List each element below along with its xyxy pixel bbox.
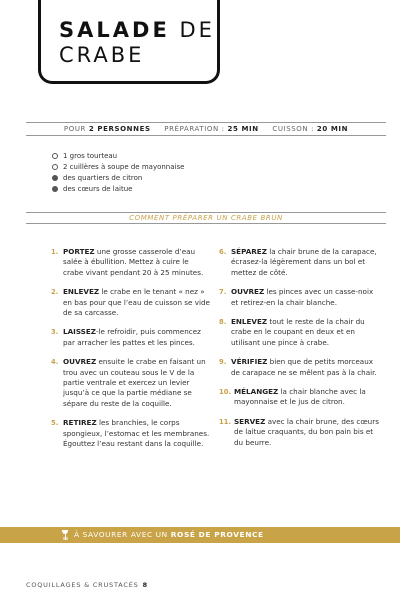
steps-column-right — [219, 247, 379, 448]
step-item: 10. MÉLANGEZ la chair blanche avec la mayonnaise et le jus de citron. — [219, 387, 366, 407]
wine-glass-icon — [62, 530, 68, 538]
step-item: 4. OUVREZ ensuite le crabe en faisant un trou avec un couteau sous le V de la partie ventrale et exercez un levier jusqu’à ce que la partie médiane se sépare du reste de la coquille. — [51, 357, 206, 408]
wine-name: ROSÉ DE PROVENCE — [170, 530, 264, 539]
recipe-meta-bar — [26, 122, 386, 136]
ingredient-item: 2 cuillères à soupe de mayonnaise — [52, 162, 184, 173]
solid-bullet-icon — [52, 175, 58, 181]
step-item: 7. OUVREZ les pinces avec un casse-noix et retirez-en la chair blanche. — [219, 287, 374, 307]
step-item: 8. ENLEVEZ tout le reste de la chair du crabe en le coupant en deux et en utilisant une pince à crabe. — [219, 317, 365, 347]
ingredient-item: des cœurs de laitue — [52, 184, 184, 195]
page-footer — [26, 581, 148, 589]
hollow-bullet-icon — [52, 164, 58, 170]
recipe-title-line-1 — [59, 18, 217, 43]
step-item: 3. LAISSEZ-le refroidir, puis commencez par arracher les pattes et les pinces. — [51, 327, 201, 347]
cook-time-label: CUISSON : — [272, 125, 315, 133]
recipe-title-line-2: CRABE — [59, 43, 145, 67]
step-item: 2. ENLEVEZ le crabe en le tenant « nez » en bas pour que l’eau de cuisson se vide de sa carcasse. — [51, 287, 210, 318]
step-item: 1. PORTEZ une grosse casserole d’eau salée à ébullition. Mettez à cuire le crabe vivant pendant 20 à 25 minutes. — [51, 247, 204, 277]
ingredient-item: 1 gros tourteau — [52, 151, 184, 162]
ingredients-list — [52, 151, 184, 195]
title-box — [38, 0, 220, 84]
section-name: COQUILLAGES & CRUSTACÉS — [26, 581, 139, 589]
step-item: 6. SÉPAREZ la chair brune de la carapace, écrasez-la légèrement dans un bol et mettez de côté. — [219, 247, 377, 277]
servings-value: 2 PERSONNES — [88, 125, 151, 133]
step-item: 9. VÉRIFIEZ bien que de petits morceaux de carapace ne se mêlent pas à la chair. — [219, 357, 377, 377]
prep-time-label: PRÉPARATION : — [164, 125, 225, 133]
prep-time-value: 25 MIN — [227, 125, 259, 133]
preparation-subtitle: COMMENT PRÉPARER UN CRABE BRUN — [26, 212, 386, 224]
ingredient-item: des quartiers de citron — [52, 173, 184, 184]
cook-time-value: 20 MIN — [316, 125, 349, 133]
servings-label: POUR — [63, 125, 87, 133]
step-item: 11. SERVEZ avec la chair brune, des cœurs de laitue craquants, du bon pain bis et du beurre. — [219, 416, 379, 447]
wine-pairing-band — [0, 527, 400, 543]
steps-column-left — [51, 247, 211, 450]
page-number: 8 — [142, 581, 148, 589]
wine-pairing-prefix: À SAVOURER AVEC UN — [74, 530, 171, 539]
step-item: 5. RETIREZ les branchies, le corps spongieux, l’estomac et les membranes. Égouttez l’eau restant dans la coquille. — [51, 418, 210, 449]
solid-bullet-icon — [52, 186, 58, 192]
title-word-de: DE — [179, 18, 215, 42]
hollow-bullet-icon — [52, 153, 58, 159]
title-word-salade: SALADE — [59, 18, 170, 42]
